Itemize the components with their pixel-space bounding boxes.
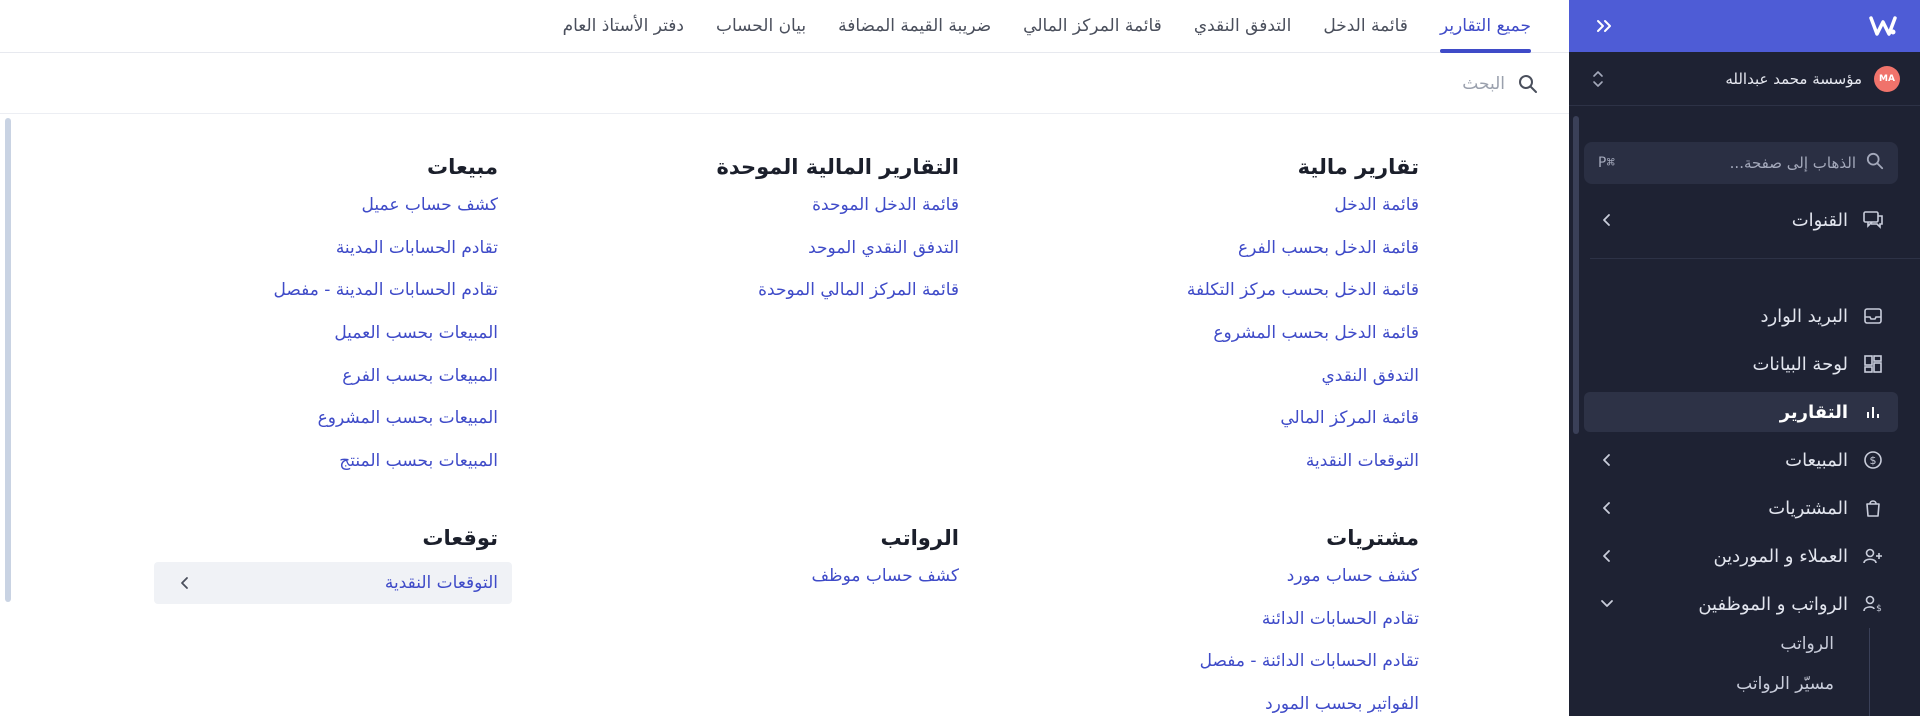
report-link[interactable]: قائمة الدخل بحسب الفرع (1238, 237, 1419, 258)
logo-icon (1868, 11, 1898, 41)
sidebar-item-payroll-employees[interactable] (1584, 584, 1898, 624)
report-link[interactable]: التدفق النقدي الموحد (808, 237, 959, 258)
dashboard-icon (1862, 353, 1884, 375)
section-title: الرواتب (880, 526, 959, 550)
chevron-down-icon (1598, 595, 1616, 613)
goto-shortcut: ⌘P (1598, 155, 1615, 171)
organization-switcher[interactable] (1569, 52, 1920, 106)
report-link[interactable]: المبيعات بحسب المشروع (317, 408, 498, 429)
inbox-icon (1862, 305, 1884, 327)
chevron-left-icon (176, 574, 194, 592)
sidebar-item-label: القنوات (1791, 209, 1848, 231)
shopping-bag-icon (1862, 497, 1884, 519)
sidebar-item-label: الرواتب و الموظفين (1698, 593, 1848, 615)
section-consolidated-reports (716, 155, 959, 319)
report-link[interactable]: تقادم الحسابات الدائنة (1261, 608, 1419, 629)
svg-text:$: $ (1869, 454, 1877, 467)
reports-icon (1862, 401, 1884, 423)
tab-income-statement[interactable]: قائمة الدخل (1323, 16, 1408, 36)
tab-general-ledger[interactable]: دفتر الأستاذ العام (562, 16, 684, 36)
report-link[interactable]: كشف حساب موظف (811, 566, 959, 586)
chevron-up-down-icon (1589, 67, 1607, 91)
sidebar-item-channels[interactable] (1584, 200, 1898, 240)
chevron-left-icon (1598, 211, 1616, 229)
sidebar-item-label: البريد الوارد (1760, 305, 1848, 327)
search-icon (1517, 73, 1539, 95)
tab-account-statement[interactable]: بيان الحساب (715, 16, 807, 36)
report-link[interactable]: قائمة المركز المالي الموحدة (758, 280, 959, 301)
tab-all-reports[interactable]: جميع التقارير (1440, 0, 1531, 52)
collapse-sidebar-icon[interactable] (1591, 13, 1617, 39)
chat-icon (1862, 209, 1884, 231)
report-link[interactable]: قائمة المركز المالي (1280, 408, 1419, 429)
dollar-icon (1862, 449, 1884, 471)
avatar: MA (1874, 66, 1900, 92)
tab-cash-flow[interactable]: التدفق النقدي (1193, 16, 1292, 36)
users-icon (1862, 545, 1884, 567)
report-link[interactable]: التدفق النقدي (1321, 365, 1419, 386)
report-link[interactable]: المبيعات بحسب العميل (334, 323, 498, 344)
section-title: مبيعات (427, 155, 498, 179)
report-link[interactable]: المبيعات بحسب الفرع (342, 365, 498, 386)
sidebar-header (1569, 0, 1920, 52)
sidebar-item-label: التقارير (1779, 401, 1848, 423)
report-link[interactable]: قائمة الدخل (1334, 195, 1419, 215)
section-title: توقعات (422, 526, 498, 550)
section-forecast-reports (154, 526, 498, 604)
report-tabs (0, 0, 1569, 53)
report-link-hovered[interactable] (154, 562, 512, 604)
search-input[interactable] (1205, 74, 1505, 94)
sidebar-item-label: المشتريات (1768, 497, 1848, 519)
report-link-label: التوقعات النقدية (384, 573, 498, 593)
report-link[interactable]: الفواتير بحسب المورد (1265, 694, 1419, 715)
section-title: تقارير مالية (1297, 155, 1419, 179)
report-link[interactable]: قائمة الدخل الموحدة (812, 195, 959, 215)
report-link[interactable]: المبيعات بحسب المنتج (339, 451, 498, 472)
sidebar-item-sales[interactable] (1584, 440, 1898, 480)
section-payroll-reports (811, 526, 959, 605)
sidebar-item-inbox[interactable] (1584, 296, 1898, 336)
goto-placeholder: الذهاب إلى صفحة... (1729, 154, 1856, 172)
sidebar-item-purchases[interactable] (1584, 488, 1898, 528)
chevron-left-icon (1598, 451, 1616, 469)
sidebar-subitem-payroll-run[interactable]: مسيّر الرواتب (1736, 674, 1834, 694)
sidebar-divider (1590, 258, 1920, 259)
sidebar-item-reports[interactable] (1584, 392, 1898, 432)
sidebar (1569, 0, 1920, 716)
svg-text:$: $ (1876, 604, 1882, 614)
goto-page-input[interactable] (1584, 142, 1898, 184)
section-title: التقارير المالية الموحدة (716, 155, 959, 179)
chevron-left-icon (1598, 547, 1616, 565)
section-purchases-reports (1200, 526, 1419, 716)
report-link[interactable]: تقادم الحسابات الدائنة - مفصل (1199, 651, 1419, 672)
sidebar-item-customers-suppliers[interactable] (1584, 536, 1898, 576)
sidebar-subitem-payroll[interactable]: الرواتب (1780, 634, 1834, 654)
submenu-line (1869, 628, 1870, 716)
report-link[interactable]: كشف حساب مورد (1286, 566, 1419, 586)
report-link[interactable]: كشف حساب عميل (361, 195, 498, 215)
organization-name: مؤسسة محمد عبدالله (1725, 69, 1862, 88)
section-financial-reports (1187, 155, 1419, 490)
scrollbar[interactable] (5, 118, 11, 602)
payroll-icon (1862, 593, 1884, 615)
tab-vat[interactable]: ضريبة القيمة المضافة (838, 16, 992, 36)
report-link[interactable]: تقادم الحسابات المدينة - مفصل (273, 280, 498, 301)
report-link[interactable]: قائمة الدخل بحسب مركز التكلفة (1186, 280, 1419, 301)
report-link[interactable]: التوقعات النقدية (1305, 451, 1419, 472)
section-sales-reports (274, 155, 498, 490)
sidebar-scrollbar[interactable] (1573, 116, 1579, 434)
sidebar-item-dashboard[interactable] (1584, 344, 1898, 384)
sidebar-item-label: لوحة البيانات (1752, 353, 1848, 375)
report-link[interactable]: تقادم الحسابات المدينة (335, 237, 498, 258)
chevron-left-icon (1598, 499, 1616, 517)
report-link[interactable]: قائمة الدخل بحسب المشروع (1213, 323, 1419, 344)
search-icon (1866, 152, 1884, 174)
tab-balance-sheet[interactable]: قائمة المركز المالي (1023, 16, 1162, 36)
search-bar (0, 54, 1569, 114)
sidebar-item-label: المبيعات (1785, 449, 1848, 471)
sidebar-item-label: العملاء و الموردين (1713, 545, 1848, 567)
section-title: مشتريات (1326, 526, 1419, 550)
